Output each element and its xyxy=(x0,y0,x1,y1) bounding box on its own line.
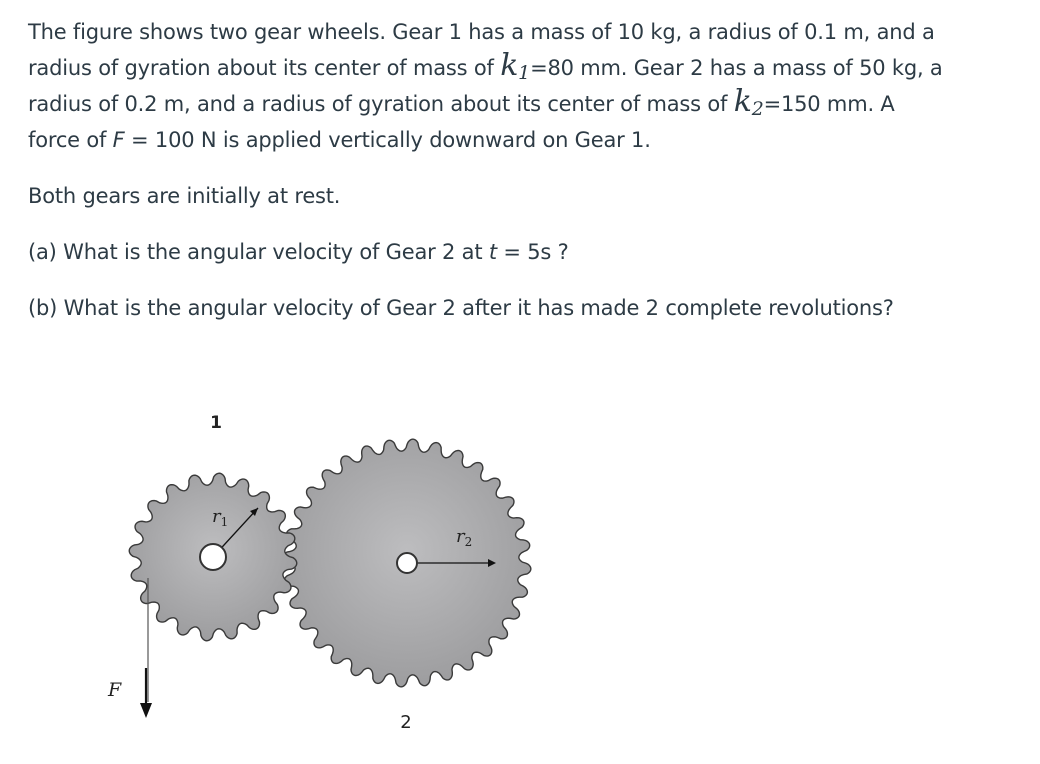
question-a xyxy=(28,234,948,270)
gear-2-label: 2 xyxy=(400,712,412,733)
p1-text-c: =150 mm. A force of xyxy=(28,92,895,152)
p1-text-b: =80 mm. Gear 2 has a mass of 50 kg, a radius of 0.2 m, and a radius of gyration about its center of mass of xyxy=(28,56,943,116)
k2-symbol xyxy=(734,84,764,119)
gear-figure xyxy=(90,400,570,745)
problem-paragraph-1 xyxy=(28,14,948,158)
gear-1-hub xyxy=(200,544,226,570)
r1-label: $r_1$ xyxy=(212,506,229,529)
p1-text-d: = 100 N is applied vertically downward on Gear 1. xyxy=(124,128,651,152)
force-arrow-head xyxy=(140,703,152,718)
k2-letter: k xyxy=(733,84,752,119)
time-symbol: t xyxy=(488,240,497,264)
problem-paragraph-2: Both gears are initially at rest. xyxy=(28,184,341,208)
question-b: (b) What is the angular velocity of Gear 2 after it has made 2 complete revolutions? xyxy=(28,296,894,320)
gear-2-hub xyxy=(397,553,417,573)
k1-letter: k xyxy=(500,48,519,83)
k1-symbol xyxy=(500,48,530,83)
force-symbol: F xyxy=(112,128,125,152)
k2-subscript: 2 xyxy=(751,98,764,120)
qa-text-a: (a) What is the angular velocity of Gear 2 at xyxy=(28,240,489,264)
qa-text-b: = 5s ? xyxy=(496,240,569,264)
k1-subscript: 1 xyxy=(518,62,531,84)
problem-statement xyxy=(28,14,948,326)
p1-text-a: The figure shows two gear wheels. Gear 1 has a mass of 10 kg, a radius of 0.1 m, and a radius of gyration about its center of mass of xyxy=(28,20,935,80)
r2-label: $r_2$ xyxy=(456,526,473,549)
gear-diagram xyxy=(90,400,570,745)
force-label: F xyxy=(108,679,122,701)
gear-1-label: 1 xyxy=(210,413,222,433)
